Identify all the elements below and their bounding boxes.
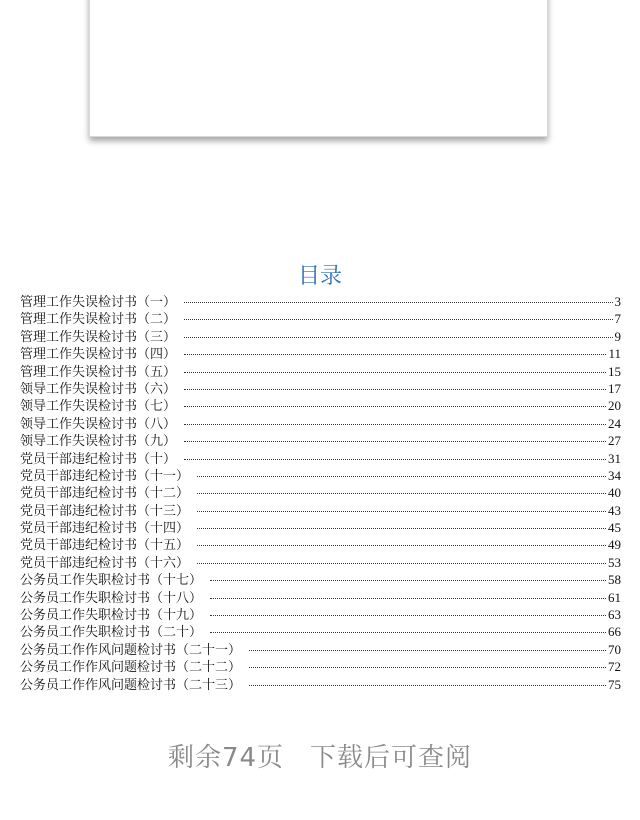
toc-entry-page-number: 45 — [608, 520, 621, 536]
toc-entry[interactable] — [20, 658, 621, 675]
toc-entry-page-number: 11 — [608, 346, 621, 362]
toc-entry-page-number: 66 — [608, 624, 621, 640]
toc-entry-page-number: 34 — [608, 467, 621, 483]
toc-entry[interactable] — [20, 502, 621, 519]
remaining-pages-text: 剩余74页 — [167, 743, 285, 773]
toc-entry-title: 领导工作失误检讨书（六） — [20, 381, 177, 397]
toc-entry[interactable] — [20, 380, 621, 397]
toc-entry-title: 管理工作失误检讨书（一） — [20, 295, 177, 310]
toc-entry[interactable] — [20, 293, 621, 310]
previous-page-preview — [89, 0, 548, 137]
toc-entry-page-number: 58 — [608, 572, 621, 588]
toc-entry[interactable] — [20, 606, 621, 623]
toc-entry-page-number: 15 — [608, 363, 621, 379]
toc-entry-title: 公务员工作失职检讨书（十八） — [20, 590, 203, 606]
toc-entry-title: 领导工作失误检讨书（八） — [20, 416, 177, 432]
toc-entry-title: 管理工作失误检讨书（五） — [20, 364, 177, 380]
toc-entry[interactable] — [20, 589, 621, 606]
toc-entry-page-number: 49 — [608, 537, 621, 553]
toc-dot-leader — [197, 511, 606, 512]
toc-entry-title: 公务员工作失职检讨书（十七） — [20, 573, 203, 589]
toc-entry[interactable] — [20, 571, 621, 588]
toc-entry-page-number: 61 — [608, 589, 621, 605]
toc-entry-title: 管理工作失误检讨书（二） — [20, 312, 177, 328]
toc-entry[interactable] — [20, 450, 621, 467]
download-prompt[interactable] — [0, 740, 640, 776]
toc-entry-title: 公务员工作失职检讨书（十九） — [20, 608, 203, 624]
toc-entry-page-number: 63 — [608, 607, 621, 623]
toc-entry[interactable] — [20, 623, 621, 640]
toc-dot-leader — [184, 337, 612, 338]
toc-entry[interactable] — [20, 310, 621, 327]
download-to-view-text: 下载后可查阅 — [310, 743, 473, 773]
toc-entry-page-number: 7 — [614, 311, 621, 327]
toc-entry-title: 党员干部违纪检讨书（十四） — [20, 521, 190, 537]
toc-entry-page-number: 43 — [608, 502, 621, 518]
toc-entry-page-number: 3 — [614, 294, 621, 309]
toc-entry[interactable] — [20, 363, 621, 380]
toc-dot-leader — [210, 598, 606, 599]
toc-entry-title: 公务员工作作风问题检讨书（二十一） — [20, 642, 242, 658]
toc-entry[interactable] — [20, 536, 621, 553]
toc-dot-leader — [184, 302, 612, 303]
toc-entry-title: 党员干部违纪检讨书（十三） — [20, 503, 190, 519]
toc-entry-title: 管理工作失误检讨书（四） — [20, 347, 177, 363]
toc-entry[interactable] — [20, 397, 621, 414]
toc-dot-leader — [184, 459, 606, 460]
toc-entry-page-number: 53 — [608, 554, 621, 570]
toc-dot-leader — [249, 650, 606, 651]
toc-dot-leader — [184, 372, 606, 373]
toc-dot-leader — [197, 528, 606, 529]
toc-dot-leader — [249, 667, 606, 668]
toc-dot-leader — [210, 580, 606, 581]
toc-entry-title: 党员干部违纪检讨书（十五） — [20, 538, 190, 554]
toc-entry[interactable] — [20, 641, 621, 658]
toc-dot-leader — [184, 389, 606, 390]
toc-entry-page-number: 17 — [608, 380, 621, 396]
toc-entry[interactable] — [20, 676, 621, 693]
toc-entry[interactable] — [20, 519, 621, 536]
toc-entry-page-number: 31 — [608, 450, 621, 466]
toc-entry-page-number: 9 — [614, 328, 621, 344]
toc-entry-page-number: 72 — [608, 659, 621, 675]
toc-entry-title: 公务员工作作风问题检讨书（二十三） — [20, 677, 242, 693]
toc-entry-page-number: 70 — [608, 641, 621, 657]
toc-entry-page-number: 75 — [608, 676, 621, 692]
toc-entry[interactable] — [20, 554, 621, 571]
toc-entry-title: 领导工作失误检讨书（七） — [20, 399, 177, 415]
toc-entry-page-number: 24 — [608, 415, 621, 431]
toc-entry[interactable] — [20, 328, 621, 345]
toc-dot-leader — [184, 424, 606, 425]
toc-entry-title: 党员干部违纪检讨书（十二） — [20, 486, 190, 502]
toc-dot-leader — [197, 493, 606, 494]
toc-entry-title: 公务员工作作风问题检讨书（二十二） — [20, 660, 242, 676]
toc-entry[interactable] — [20, 415, 621, 432]
toc-dot-leader — [184, 406, 606, 407]
toc-entry-page-number: 40 — [608, 485, 621, 501]
toc-dot-leader — [249, 685, 606, 686]
toc-entry-title: 领导工作失误检讨书（九） — [20, 434, 177, 450]
toc-entry[interactable] — [20, 467, 621, 484]
toc-entry[interactable] — [20, 432, 621, 449]
toc-title: 目录 — [297, 264, 342, 289]
toc-dot-leader — [184, 441, 606, 442]
toc-entry-title: 公务员工作失职检讨书（二十） — [20, 625, 203, 641]
toc-dot-leader — [210, 615, 606, 616]
toc-entry[interactable] — [20, 345, 621, 362]
toc-entry-title: 党员干部违纪检讨书（十） — [20, 451, 177, 467]
toc-dot-leader — [197, 563, 606, 564]
toc-dot-leader — [197, 476, 606, 477]
toc-entry-title: 党员干部违纪检讨书（十一） — [20, 468, 190, 484]
toc-dot-leader — [197, 545, 606, 546]
toc-entry[interactable] — [20, 484, 621, 501]
toc-dot-leader — [210, 632, 606, 633]
toc-list — [20, 293, 621, 693]
toc-entry-title: 管理工作失误检讨书（三） — [20, 329, 177, 345]
toc-entry-title: 党员干部违纪检讨书（十六） — [20, 555, 190, 571]
toc-entry-page-number: 20 — [608, 398, 621, 414]
toc-dot-leader — [184, 354, 606, 355]
toc-entry-page-number: 27 — [608, 433, 621, 449]
toc-dot-leader — [184, 319, 612, 320]
